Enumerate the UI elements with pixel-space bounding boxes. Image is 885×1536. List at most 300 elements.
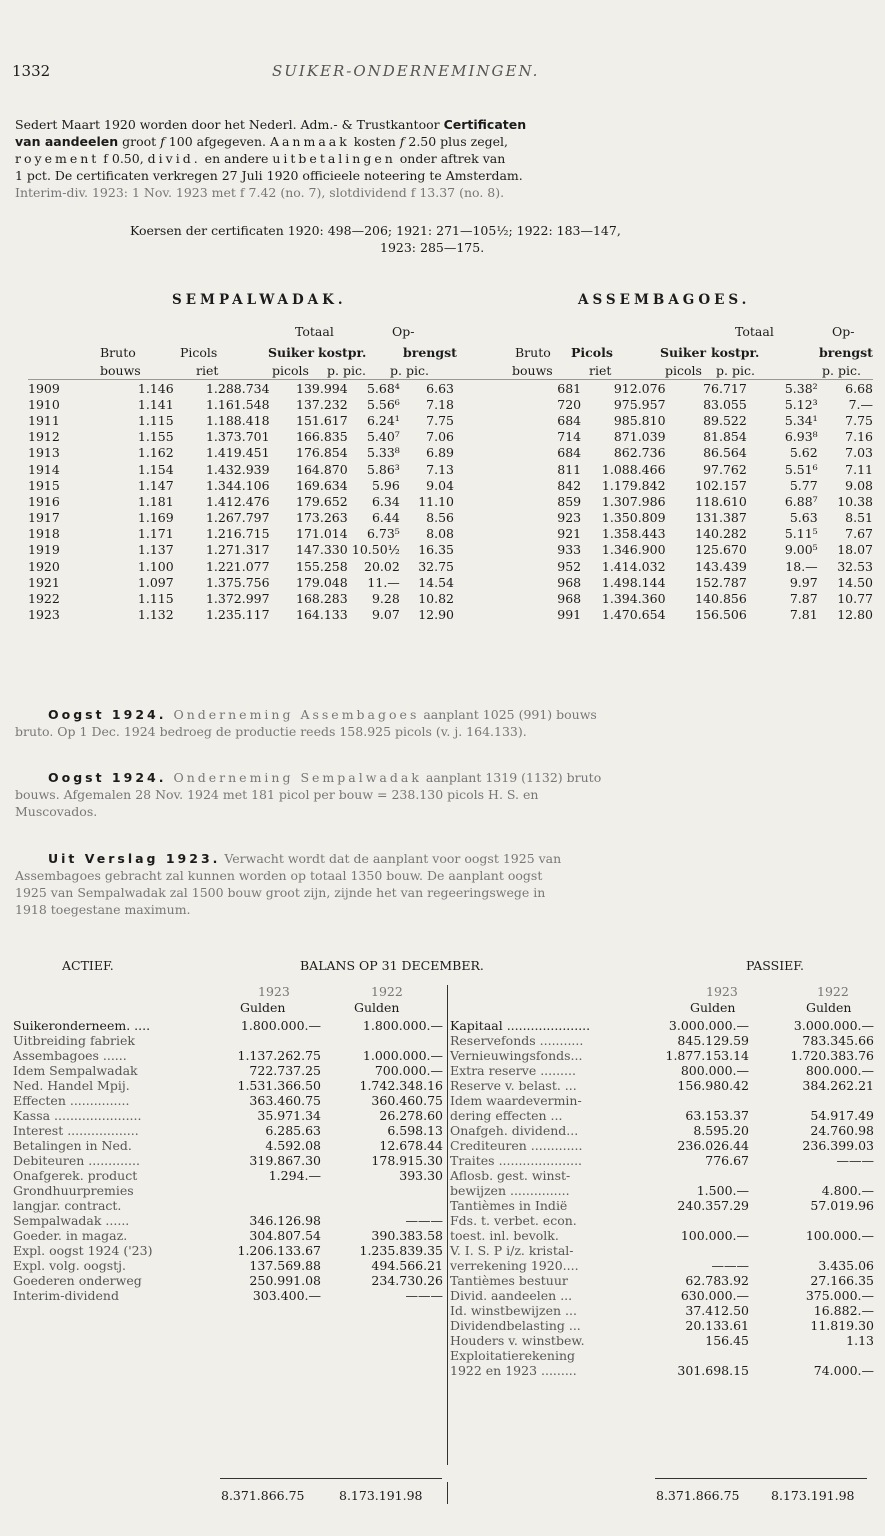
value-cell: 933 bbox=[557, 542, 582, 558]
value-cell: 1.375.756 bbox=[205, 574, 270, 590]
value-cell: 811 bbox=[557, 461, 582, 477]
value-cell: 714 bbox=[557, 429, 582, 445]
value-cell: 1.414.032 bbox=[601, 558, 666, 574]
actief-amount: 304.807.54 bbox=[249, 1228, 321, 1243]
value-cell: 5.40⁷ bbox=[366, 429, 400, 445]
actief-amount bbox=[321, 1198, 443, 1213]
actief-item-label: Assembagoes ...... bbox=[13, 1048, 127, 1063]
value-cell: 1.181 bbox=[137, 493, 174, 509]
passief-total-1922: 8.173.191.98 bbox=[771, 1488, 855, 1503]
passief-item-label: Tantièmes bestuur bbox=[450, 1273, 568, 1288]
value-cell: 6.89 bbox=[426, 445, 454, 461]
head-ppic2-left: p. pic. bbox=[390, 363, 429, 378]
actief-row bbox=[13, 1288, 443, 1303]
actief-row bbox=[13, 1063, 443, 1078]
value-cell: 156.506 bbox=[695, 607, 747, 623]
passief-amount bbox=[749, 1093, 874, 1108]
passief-total-1923: 8.371.866.75 bbox=[656, 1488, 740, 1503]
value-cell: 6.63 bbox=[426, 380, 454, 396]
intro-line-1: Sedert Maart 1920 worden door het Nederl. Adm.- & Trustkantoor Certificaten bbox=[15, 117, 527, 132]
value-cell: 6.24¹ bbox=[366, 412, 400, 428]
value-cell: 140.856 bbox=[695, 591, 747, 607]
actief-amount bbox=[321, 1183, 443, 1198]
year-cell: 1921 bbox=[28, 574, 60, 590]
passief-item-label: Vernieuwingsfonds... bbox=[450, 1048, 583, 1063]
year-cell: 1923 bbox=[28, 607, 60, 623]
passief-amount: 16.882.— bbox=[813, 1303, 874, 1318]
actief-amount: 722.737.25 bbox=[249, 1063, 321, 1078]
passief-item-label: 1922 en 1923 ......... bbox=[450, 1363, 577, 1378]
value-cell: 1.235.117 bbox=[205, 607, 270, 623]
section-sempalwadak: SEMPALWADAK. bbox=[172, 292, 347, 308]
actief-amount: 12.678.44 bbox=[379, 1138, 443, 1153]
actief-year-1922: 1922 bbox=[371, 984, 403, 999]
passief-amount: ——— bbox=[836, 1153, 874, 1168]
balans-passief-label: PASSIEF. bbox=[746, 958, 804, 973]
value-cell: 681 bbox=[557, 380, 582, 396]
passief-row bbox=[450, 1348, 874, 1363]
head-bouws-left: bouws bbox=[100, 363, 141, 378]
actief-row bbox=[13, 1093, 443, 1108]
balans-center-divider bbox=[447, 985, 448, 1465]
head-ppic1-right: p. pic. bbox=[716, 363, 755, 378]
intro-line-3: royement f 0.50, divid. en andere uitbetalingen onder aftrek van bbox=[15, 151, 506, 166]
value-cell: 10.77 bbox=[837, 591, 873, 607]
value-cell: 1.221.077 bbox=[205, 558, 270, 574]
value-cell: 1.141 bbox=[137, 396, 174, 412]
value-cell: 5.96 bbox=[371, 477, 400, 493]
actief-amount: 35.971.34 bbox=[257, 1108, 321, 1123]
value-cell: 1.147 bbox=[137, 477, 174, 493]
head-picols2-left: picols bbox=[272, 363, 309, 378]
value-cell: 1.372.997 bbox=[205, 591, 270, 607]
value-cell: 985.810 bbox=[613, 412, 666, 428]
passief-amount: 24.760.98 bbox=[810, 1123, 874, 1138]
value-cell: 5.33⁸ bbox=[366, 445, 400, 461]
value-cell: 9.28 bbox=[371, 591, 400, 607]
passief-item-label: Crediteuren ............. bbox=[450, 1138, 583, 1153]
value-cell: 152.787 bbox=[695, 574, 747, 590]
year-cell: 1914 bbox=[28, 461, 60, 477]
passief-total-rule bbox=[655, 1478, 867, 1479]
value-cell: 6.34 bbox=[371, 493, 400, 509]
value-cell: 9.00⁵ bbox=[784, 542, 818, 558]
actief-amount: 250.991.08 bbox=[249, 1273, 321, 1288]
value-cell: 968 bbox=[557, 591, 582, 607]
value-cell: 10.50½ bbox=[351, 542, 400, 558]
value-cell: 1.169 bbox=[137, 510, 174, 526]
passief-amount: 156.980.42 bbox=[677, 1078, 749, 1093]
value-cell: 991 bbox=[557, 607, 582, 623]
page-number: 1332 bbox=[12, 62, 51, 80]
head-picols-right: Picols bbox=[571, 345, 613, 360]
actief-amount: 1.531.366.50 bbox=[237, 1078, 321, 1093]
value-cell: 7.06 bbox=[426, 429, 454, 445]
passief-table bbox=[450, 1018, 874, 1378]
actief-table bbox=[13, 1018, 443, 1303]
value-cell: 8.08 bbox=[426, 526, 454, 542]
value-cell: 1.100 bbox=[137, 558, 174, 574]
passief-amount: 384.262.21 bbox=[802, 1078, 874, 1093]
value-cell: 168.283 bbox=[296, 591, 348, 607]
production-row bbox=[28, 412, 873, 428]
value-cell: 6.93⁸ bbox=[784, 429, 818, 445]
head-totaal-right: Totaal bbox=[735, 324, 774, 339]
value-cell: 125.670 bbox=[695, 542, 747, 558]
value-cell: 5.11⁵ bbox=[784, 526, 818, 542]
actief-item-label: Sempalwadak ...... bbox=[13, 1213, 130, 1228]
actief-amount: 346.126.98 bbox=[249, 1213, 321, 1228]
passief-amount bbox=[749, 1243, 874, 1258]
actief-row bbox=[13, 1033, 443, 1048]
balans-title: BALANS OP 31 DECEMBER. bbox=[300, 958, 484, 973]
value-cell: 1.344.106 bbox=[205, 477, 270, 493]
value-cell: 10.82 bbox=[418, 591, 454, 607]
passief-item-label: Tantièmes in Indië bbox=[450, 1198, 568, 1213]
passief-row bbox=[450, 1273, 874, 1288]
passief-row bbox=[450, 1078, 874, 1093]
value-cell: 1.470.654 bbox=[601, 607, 666, 623]
year-cell: 1919 bbox=[28, 542, 60, 558]
actief-amount: 1.137.262.75 bbox=[237, 1048, 321, 1063]
passief-amount: 301.698.15 bbox=[677, 1363, 749, 1378]
value-cell: 912.076 bbox=[613, 380, 666, 396]
passief-item-label: Traites ..................... bbox=[450, 1153, 583, 1168]
passief-row bbox=[450, 1243, 874, 1258]
passief-amount: 27.166.35 bbox=[810, 1273, 874, 1288]
actief-amount: 363.460.75 bbox=[249, 1093, 321, 1108]
value-cell: 5.38² bbox=[784, 380, 818, 396]
passief-amount: 100.000.— bbox=[805, 1228, 874, 1243]
passief-row bbox=[450, 1318, 874, 1333]
passief-amount: 1.720.383.76 bbox=[790, 1048, 874, 1063]
passief-row bbox=[450, 1048, 874, 1063]
passief-amount: 74.000.— bbox=[813, 1363, 874, 1378]
head-bouws-right: bouws bbox=[512, 363, 553, 378]
actief-row bbox=[13, 1228, 443, 1243]
value-cell: 1.358.443 bbox=[601, 526, 666, 542]
actief-amount: 303.400.— bbox=[252, 1288, 321, 1303]
production-row bbox=[28, 461, 873, 477]
value-cell: 1.132 bbox=[137, 607, 174, 623]
value-cell: 8.56 bbox=[426, 510, 454, 526]
oogst-sempalwadak-line-1: Oogst 1924. Onderneming Sempalwadak aanplant 1319 (1132) bruto bbox=[48, 770, 602, 785]
head-picols-left: Picols bbox=[180, 345, 218, 360]
passief-row bbox=[450, 1258, 874, 1273]
value-cell: 1.373.701 bbox=[205, 429, 270, 445]
value-cell: 5.51⁶ bbox=[784, 461, 818, 477]
actief-row bbox=[13, 1123, 443, 1138]
actief-amount: 26.278.60 bbox=[379, 1108, 443, 1123]
passief-row bbox=[450, 1138, 874, 1153]
actief-item-label: Uitbreiding fabriek bbox=[13, 1033, 135, 1048]
value-cell: 1.419.451 bbox=[205, 445, 270, 461]
koersen-line-1: Koersen der certificaten 1920: 498—206; 1921: 271—105½; 1922: 183—147, bbox=[130, 223, 621, 238]
actief-amount: 1.800.000.— bbox=[240, 1018, 321, 1033]
actief-unit-1922: Gulden bbox=[354, 1000, 400, 1015]
value-cell: 1.162 bbox=[137, 445, 174, 461]
actief-amount bbox=[218, 1198, 321, 1213]
value-cell: 1.498.144 bbox=[601, 574, 666, 590]
value-cell: 1.307.986 bbox=[601, 493, 666, 509]
actief-row bbox=[13, 1018, 443, 1033]
passief-row bbox=[450, 1183, 874, 1198]
passief-amount: 156.45 bbox=[705, 1333, 749, 1348]
passief-item-label: Id. winstbewijzen ... bbox=[450, 1303, 577, 1318]
value-cell: 1.146 bbox=[137, 380, 174, 396]
value-cell: 8.51 bbox=[845, 510, 873, 526]
value-cell: 171.014 bbox=[296, 526, 348, 542]
head-riet-left: riet bbox=[196, 363, 219, 378]
intro-line-5: Interim-div. 1923: 1 Nov. 1923 met f 7.42 (no. 7), slotdividend f 13.37 (no. 8). bbox=[15, 185, 505, 200]
passief-item-label: Reserve v. belast. ... bbox=[450, 1078, 577, 1093]
passief-amount bbox=[625, 1093, 749, 1108]
value-cell: 7.75 bbox=[845, 412, 873, 428]
value-cell: 11.— bbox=[367, 574, 400, 590]
passief-amount bbox=[625, 1213, 749, 1228]
passief-amount: 776.67 bbox=[705, 1153, 749, 1168]
page-title: SUIKER-ONDERNEMINGEN. bbox=[272, 62, 540, 80]
value-cell: 1.216.715 bbox=[205, 526, 270, 542]
actief-amount: 1.742.348.16 bbox=[359, 1078, 443, 1093]
oogst-assembagoes-line-1: Oogst 1924. Onderneming Assembagoes aanplant 1025 (991) bouws bbox=[48, 707, 597, 722]
oogst-sempalwadak-line-2: bouws. Afgemalen 28 Nov. 1924 met 181 picol per bouw = 238.130 picols H. S. en bbox=[15, 787, 539, 802]
actief-item-label: Goeder. in magaz. bbox=[13, 1228, 128, 1243]
head-bruto-left: Bruto bbox=[100, 345, 136, 360]
actief-item-label: Kassa ...................... bbox=[13, 1108, 142, 1123]
value-cell: 859 bbox=[557, 493, 582, 509]
value-cell: 5.56⁶ bbox=[366, 396, 400, 412]
value-cell: 14.54 bbox=[418, 574, 454, 590]
passief-amount: 3.435.06 bbox=[818, 1258, 874, 1273]
head-riet-right: riet bbox=[589, 363, 612, 378]
year-cell: 1916 bbox=[28, 493, 60, 509]
passief-amount bbox=[625, 1243, 749, 1258]
production-row bbox=[28, 429, 873, 445]
head-ppic1-left: p. pic. bbox=[327, 363, 366, 378]
value-cell: 6.73⁵ bbox=[366, 526, 400, 542]
head-suiker-right: Suiker bbox=[660, 345, 707, 360]
actief-unit-1923: Gulden bbox=[240, 1000, 286, 1015]
head-ppic2-right: p. pic. bbox=[822, 363, 861, 378]
passief-item-label: Extra reserve ......... bbox=[450, 1063, 576, 1078]
value-cell: 1.346.900 bbox=[601, 542, 666, 558]
actief-item-label: Betalingen in Ned. bbox=[13, 1138, 132, 1153]
actief-item-label: Interest .................. bbox=[13, 1123, 139, 1138]
passief-row bbox=[450, 1303, 874, 1318]
value-cell: 9.08 bbox=[845, 477, 873, 493]
production-row bbox=[28, 607, 873, 623]
head-op-right: Op- bbox=[832, 324, 855, 339]
production-table bbox=[28, 380, 873, 623]
value-cell: 97.762 bbox=[703, 461, 747, 477]
passief-item-label: Houders v. winstbew. bbox=[450, 1333, 585, 1348]
actief-total-rule bbox=[220, 1478, 442, 1479]
year-cell: 1913 bbox=[28, 445, 60, 461]
actief-item-label: Grondhuurpremies bbox=[13, 1183, 134, 1198]
passief-item-label: V. I. S. P i/z. kristal- bbox=[450, 1243, 574, 1258]
head-brengst-left: brengst bbox=[403, 345, 457, 360]
actief-amount: ——— bbox=[405, 1213, 443, 1228]
value-cell: 7.87 bbox=[789, 591, 818, 607]
passief-amount bbox=[749, 1168, 874, 1183]
verslag-line-4: 1918 toegestane maximum. bbox=[15, 902, 191, 917]
passief-row bbox=[450, 1033, 874, 1048]
production-row bbox=[28, 380, 873, 396]
actief-row bbox=[13, 1243, 443, 1258]
value-cell: 7.81 bbox=[789, 607, 818, 623]
passief-row bbox=[450, 1228, 874, 1243]
value-cell: 169.634 bbox=[296, 477, 348, 493]
actief-amount: ——— bbox=[405, 1288, 443, 1303]
passief-row bbox=[450, 1288, 874, 1303]
value-cell: 12.80 bbox=[837, 607, 873, 623]
actief-amount: 1.206.133.67 bbox=[237, 1243, 321, 1258]
actief-amount: 360.460.75 bbox=[371, 1093, 443, 1108]
value-cell: 7.03 bbox=[845, 445, 873, 461]
actief-item-label: Goederen onderweg bbox=[13, 1273, 142, 1288]
passief-row bbox=[450, 1363, 874, 1378]
actief-row bbox=[13, 1048, 443, 1063]
actief-item-label: Suikeronderneem. .... bbox=[13, 1018, 151, 1033]
value-cell: 1.412.476 bbox=[205, 493, 270, 509]
passief-amount: 20.133.61 bbox=[685, 1318, 749, 1333]
value-cell: 684 bbox=[557, 412, 582, 428]
section-assembagoes: ASSEMBAGOES. bbox=[578, 292, 751, 308]
oogst-assembagoes-line-2: bruto. Op 1 Dec. 1924 bedroeg de productie reeds 158.925 picols (v. j. 164.133). bbox=[15, 724, 527, 739]
production-row bbox=[28, 510, 873, 526]
passief-row bbox=[450, 1063, 874, 1078]
verslag-line-3: 1925 van Sempalwadak zal 1500 bouw groot zijn, zijnde het van regeeringswege in bbox=[15, 885, 546, 900]
value-cell: 11.10 bbox=[418, 493, 454, 509]
production-row bbox=[28, 526, 873, 542]
head-picols2-right: picols bbox=[665, 363, 702, 378]
value-cell: 5.86³ bbox=[366, 461, 400, 477]
value-cell: 5.68⁴ bbox=[366, 380, 400, 396]
passief-amount bbox=[749, 1348, 874, 1363]
actief-amount: 1.235.839.35 bbox=[359, 1243, 443, 1258]
production-row bbox=[28, 396, 873, 412]
passief-item-label: Onafgeh. dividend... bbox=[450, 1123, 579, 1138]
year-cell: 1909 bbox=[28, 380, 60, 396]
passief-amount: 845.129.59 bbox=[677, 1033, 749, 1048]
passief-amount: ——— bbox=[711, 1258, 749, 1273]
passief-item-label: Exploitatierekening bbox=[450, 1348, 576, 1363]
head-suiker-left: Suiker bbox=[268, 345, 315, 360]
value-cell: 1.171 bbox=[137, 526, 174, 542]
actief-amount: 6.285.63 bbox=[265, 1123, 321, 1138]
passief-amount: 8.595.20 bbox=[693, 1123, 749, 1138]
passief-row bbox=[450, 1198, 874, 1213]
passief-item-label: bewijzen ............... bbox=[450, 1183, 570, 1198]
actief-row bbox=[13, 1273, 443, 1288]
value-cell: 131.387 bbox=[695, 510, 747, 526]
value-cell: 5.12³ bbox=[784, 396, 818, 412]
actief-amount: 1.800.000.— bbox=[362, 1018, 443, 1033]
totals-divider bbox=[447, 1482, 448, 1504]
actief-item-label: Idem Sempalwadak bbox=[13, 1063, 138, 1078]
value-cell: 1.288.734 bbox=[205, 380, 270, 396]
passief-amount: 1.500.— bbox=[696, 1183, 749, 1198]
production-row bbox=[28, 445, 873, 461]
value-cell: 1.267.797 bbox=[205, 510, 270, 526]
balans-actief-label: ACTIEF. bbox=[62, 958, 114, 973]
value-cell: 1.271.317 bbox=[205, 542, 270, 558]
passief-item-label: Aflosb. gest. winst- bbox=[450, 1168, 571, 1183]
passief-amount: 1.877.153.14 bbox=[665, 1048, 749, 1063]
value-cell: 7.16 bbox=[845, 429, 873, 445]
passief-amount bbox=[625, 1348, 749, 1363]
passief-amount: 3.000.000.— bbox=[668, 1018, 749, 1033]
actief-item-label: Debiteuren ............. bbox=[13, 1153, 140, 1168]
actief-amount: 390.383.58 bbox=[371, 1228, 443, 1243]
passief-item-label: Dividendbelasting ... bbox=[450, 1318, 581, 1333]
passief-amount: 62.783.92 bbox=[685, 1273, 749, 1288]
value-cell: 151.617 bbox=[296, 412, 348, 428]
value-cell: 1.137 bbox=[137, 542, 174, 558]
value-cell: 7.75 bbox=[426, 412, 454, 428]
actief-item-label: Interim-dividend bbox=[13, 1288, 119, 1303]
year-cell: 1911 bbox=[28, 412, 60, 428]
passief-amount: 783.345.66 bbox=[802, 1033, 874, 1048]
value-cell: 118.610 bbox=[695, 493, 747, 509]
actief-row bbox=[13, 1198, 443, 1213]
passief-year-1923: 1923 bbox=[706, 984, 738, 999]
value-cell: 147.330 bbox=[296, 542, 348, 558]
value-cell: 139.994 bbox=[296, 380, 348, 396]
actief-amount: 393.30 bbox=[399, 1168, 443, 1183]
value-cell: 7.— bbox=[848, 396, 873, 412]
year-cell: 1922 bbox=[28, 591, 60, 607]
actief-amount: 137.569.88 bbox=[249, 1258, 321, 1273]
actief-row bbox=[13, 1078, 443, 1093]
year-cell: 1918 bbox=[28, 526, 60, 542]
value-cell: 7.13 bbox=[426, 461, 454, 477]
passief-row bbox=[450, 1108, 874, 1123]
value-cell: 179.652 bbox=[296, 493, 348, 509]
year-cell: 1910 bbox=[28, 396, 60, 412]
value-cell: 1.097 bbox=[137, 574, 174, 590]
passief-item-label: Divid. aandeelen ... bbox=[450, 1288, 573, 1303]
actief-item-label: Effecten ............... bbox=[13, 1093, 130, 1108]
passief-item-label: verrekening 1920.... bbox=[450, 1258, 579, 1273]
koersen-line-2: 1923: 285—175. bbox=[380, 240, 485, 255]
value-cell: 862.736 bbox=[613, 445, 666, 461]
passief-amount: 375.000.— bbox=[805, 1288, 874, 1303]
actief-amount bbox=[218, 1183, 321, 1198]
value-cell: 952 bbox=[557, 558, 582, 574]
value-cell: 842 bbox=[557, 477, 582, 493]
actief-row bbox=[13, 1153, 443, 1168]
head-op-left: Op- bbox=[392, 324, 415, 339]
value-cell: 921 bbox=[557, 526, 582, 542]
value-cell: 5.77 bbox=[789, 477, 818, 493]
value-cell: 164.870 bbox=[296, 461, 348, 477]
value-cell: 1.432.939 bbox=[205, 461, 270, 477]
value-cell: 6.88⁷ bbox=[784, 493, 818, 509]
head-bruto-right: Bruto bbox=[515, 345, 551, 360]
actief-row bbox=[13, 1213, 443, 1228]
actief-total-1922: 8.173.191.98 bbox=[339, 1488, 423, 1503]
passief-amount: 11.819.30 bbox=[810, 1318, 874, 1333]
passief-row bbox=[450, 1018, 874, 1033]
passief-year-1922: 1922 bbox=[817, 984, 849, 999]
passief-amount: 3.000.000.— bbox=[793, 1018, 874, 1033]
value-cell: 9.04 bbox=[426, 477, 454, 493]
passief-amount: 800.000.— bbox=[680, 1063, 749, 1078]
value-cell: 975.957 bbox=[613, 396, 666, 412]
value-cell: 86.564 bbox=[703, 445, 747, 461]
